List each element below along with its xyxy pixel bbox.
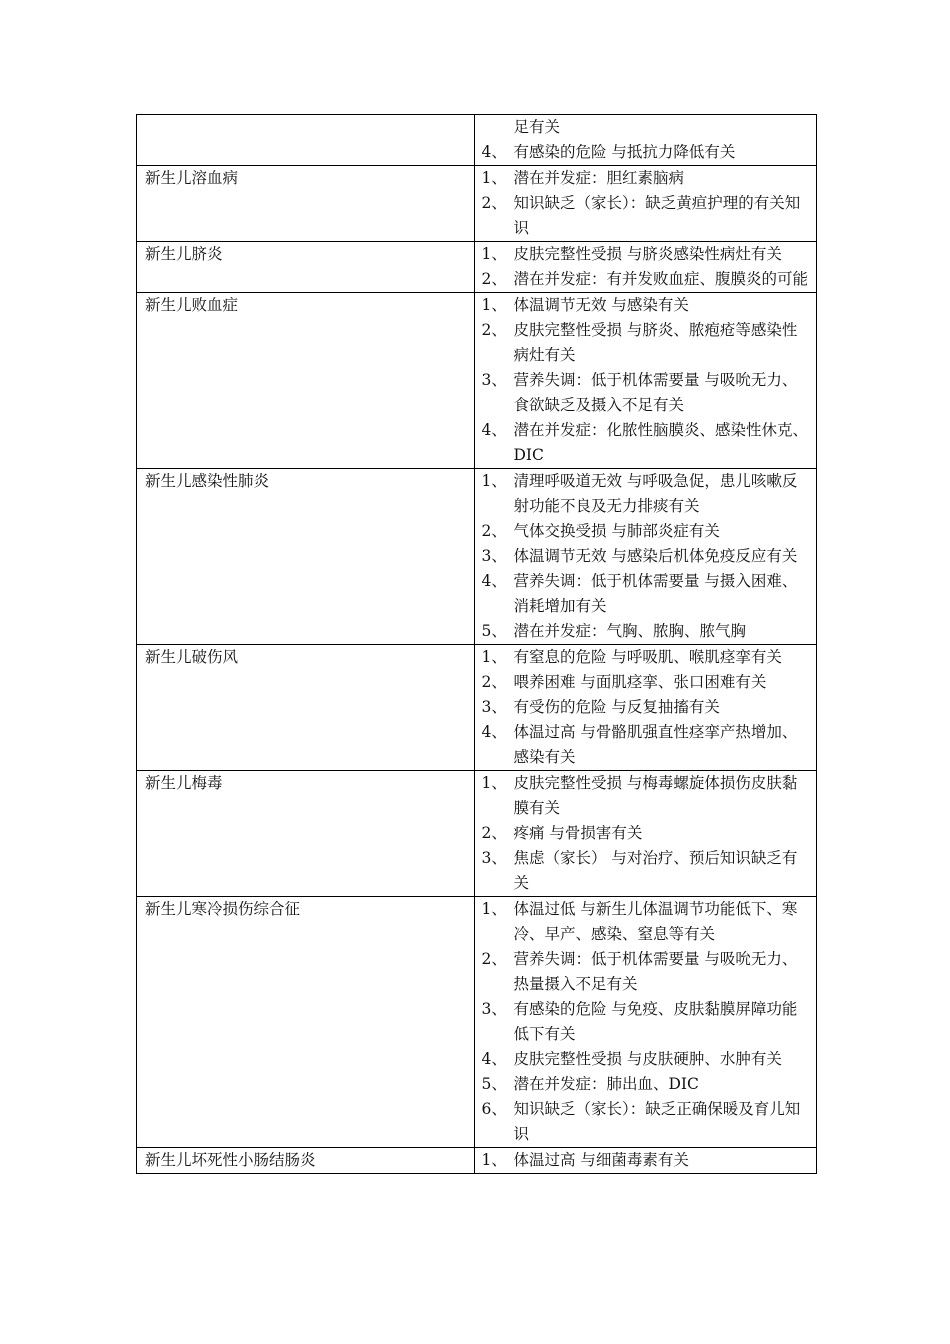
item-number: 1、	[481, 472, 507, 490]
table-row	[137, 771, 817, 897]
table-row	[137, 293, 817, 469]
item-text: 体温过高 与骨骼肌强直性痉挛产热增加、感染有关	[513, 723, 798, 766]
item-number: 5、	[481, 1075, 507, 1093]
item-text: 潜在并发症：胆红素脑病	[513, 169, 684, 187]
disease-name: 新生儿坏死性小肠结肠炎	[145, 1151, 316, 1169]
item-number: 4、	[481, 1050, 507, 1068]
nursing-diagnosis-table	[136, 114, 817, 1174]
diagnosis-item	[475, 242, 816, 267]
diagnosis-cell	[475, 771, 817, 897]
diagnosis-item	[475, 469, 816, 519]
diagnosis-item	[475, 1097, 816, 1147]
item-number: 3、	[481, 371, 507, 389]
disease-cell	[137, 166, 475, 242]
table-body	[137, 115, 817, 1174]
item-text: 皮肤完整性受损 与脐炎感染性病灶有关	[513, 245, 782, 263]
item-number: 1、	[481, 900, 507, 918]
diagnosis-item	[475, 997, 816, 1047]
item-number: 2、	[481, 270, 507, 288]
item-text: 体温过低 与新生儿体温调节功能低下、寒冷、早产、感染、窒息等有关	[513, 900, 798, 943]
item-number: 3、	[481, 547, 507, 565]
item-text: 知识缺乏（家长）：缺乏正确保暖及育儿知识	[513, 1100, 801, 1143]
disease-name: 新生儿脐炎	[145, 245, 223, 263]
diagnosis-cell	[475, 166, 817, 242]
diagnosis-item	[475, 947, 816, 997]
disease-cell	[137, 645, 475, 771]
item-text: 体温调节无效 与感染有关	[513, 296, 689, 314]
item-number: 1、	[481, 1151, 507, 1169]
item-text: 潜在并发症：气胸、脓胸、脓气胸	[513, 622, 746, 640]
item-number: 4、	[481, 572, 507, 590]
item-text: 皮肤完整性受损 与脐炎、脓疱疮等感染性病灶有关	[513, 321, 798, 364]
table-row	[137, 115, 817, 166]
diagnosis-item	[475, 1047, 816, 1072]
diagnosis-cell	[475, 645, 817, 771]
diagnosis-item	[475, 821, 816, 846]
item-text: 营养失调：低于机体需要量 与摄入困难、消耗增加有关	[513, 572, 798, 615]
disease-cell	[137, 469, 475, 645]
item-number: 2、	[481, 824, 507, 842]
item-text: 有窒息的危险 与呼吸肌、喉肌痉挛有关	[513, 648, 782, 666]
item-text: 有感染的危险 与抵抗力降低有关	[513, 143, 736, 161]
disease-cell	[137, 115, 475, 166]
item-text: 体温调节无效 与感染后机体免疫反应有关	[513, 547, 798, 565]
item-number: 5、	[481, 622, 507, 640]
diagnosis-item	[475, 1148, 816, 1173]
item-number: 2、	[481, 321, 507, 339]
diagnosis-cell	[475, 897, 817, 1148]
disease-name: 新生儿感染性肺炎	[145, 472, 270, 490]
disease-cell	[137, 1148, 475, 1174]
item-number: 2、	[481, 950, 507, 968]
diagnosis-item	[475, 695, 816, 720]
table-row	[137, 469, 817, 645]
item-number: 4、	[481, 143, 507, 161]
item-text: 潜在并发症：有并发败血症、腹膜炎的可能	[513, 270, 808, 288]
item-number: 3、	[481, 1000, 507, 1018]
diagnosis-item	[475, 846, 816, 896]
item-number: 1、	[481, 169, 507, 187]
item-text: 营养失调：低于机体需要量 与吸吮无力、食欲缺乏及摄入不足有关	[513, 371, 798, 414]
disease-name: 新生儿破伤风	[145, 648, 239, 666]
diagnosis-item	[475, 897, 816, 947]
diagnosis-item	[475, 267, 816, 292]
item-number: 3、	[481, 849, 507, 867]
item-text: 气体交换受损 与肺部炎症有关	[513, 522, 720, 540]
diagnosis-cell	[475, 1148, 817, 1174]
diagnosis-item	[475, 368, 816, 418]
item-text: 有受伤的危险 与反复抽搐有关	[513, 698, 720, 716]
diagnosis-item	[475, 191, 816, 241]
diagnosis-item	[475, 771, 816, 821]
diagnosis-item	[475, 569, 816, 619]
diagnosis-continuation: 足有关	[513, 118, 560, 136]
disease-name: 新生儿溶血病	[145, 169, 239, 187]
disease-cell	[137, 242, 475, 293]
item-number: 1、	[481, 296, 507, 314]
diagnosis-item	[475, 720, 816, 770]
diagnosis-cell	[475, 469, 817, 645]
item-text: 焦虑（家长） 与对治疗、预后知识缺乏有关	[513, 849, 798, 892]
item-number: 1、	[481, 648, 507, 666]
diagnosis-item	[475, 418, 816, 468]
table-row	[137, 1148, 817, 1174]
item-number: 3、	[481, 698, 507, 716]
table-row	[137, 166, 817, 242]
item-text: 皮肤完整性受损 与梅毒螺旋体损伤皮肤黏膜有关	[513, 774, 798, 817]
table-row	[137, 645, 817, 771]
item-text: 潜在并发症：化脓性脑膜炎、感染性休克、DIC	[513, 421, 808, 464]
item-text: 潜在并发症：肺出血、DIC	[513, 1075, 699, 1093]
item-text: 知识缺乏（家长）：缺乏黄疸护理的有关知识	[513, 194, 801, 237]
diagnosis-item	[475, 140, 816, 165]
disease-cell	[137, 771, 475, 897]
disease-name: 新生儿寒冷损伤综合征	[145, 900, 301, 918]
item-text: 喂养困难 与面肌痉挛、张口困难有关	[513, 673, 767, 691]
diagnosis-cell	[475, 242, 817, 293]
item-number: 6、	[481, 1100, 507, 1118]
diagnosis-item	[475, 293, 816, 318]
item-text: 皮肤完整性受损 与皮肤硬肿、水肿有关	[513, 1050, 782, 1068]
item-text: 清理呼吸道无效 与呼吸急促，患儿咳嗽反射功能不良及无力排痰有关	[513, 472, 798, 515]
item-number: 4、	[481, 421, 507, 439]
item-text: 疼痛 与骨损害有关	[513, 824, 643, 842]
diagnosis-item	[475, 645, 816, 670]
item-number: 2、	[481, 522, 507, 540]
disease-name: 新生儿败血症	[145, 296, 239, 314]
disease-name: 新生儿梅毒	[145, 774, 223, 792]
diagnosis-item	[475, 670, 816, 695]
item-number: 2、	[481, 673, 507, 691]
diagnosis-cell	[475, 293, 817, 469]
diagnosis-cell	[475, 115, 817, 166]
diagnosis-item	[475, 519, 816, 544]
item-number: 4、	[481, 723, 507, 741]
item-text: 体温过高 与细菌毒素有关	[513, 1151, 689, 1169]
diagnosis-item	[475, 318, 816, 368]
disease-cell	[137, 897, 475, 1148]
item-text: 营养失调：低于机体需要量 与吸吮无力、热量摄入不足有关	[513, 950, 798, 993]
diagnosis-item	[475, 544, 816, 569]
table-row	[137, 242, 817, 293]
diagnosis-item	[475, 166, 816, 191]
item-number: 2、	[481, 194, 507, 212]
item-number: 1、	[481, 245, 507, 263]
table-row	[137, 897, 817, 1148]
diagnosis-item	[475, 1072, 816, 1097]
disease-cell	[137, 293, 475, 469]
item-text: 有感染的危险 与免疫、皮肤黏膜屏障功能低下有关	[513, 1000, 798, 1043]
diagnosis-item	[475, 619, 816, 644]
item-number: 1、	[481, 774, 507, 792]
